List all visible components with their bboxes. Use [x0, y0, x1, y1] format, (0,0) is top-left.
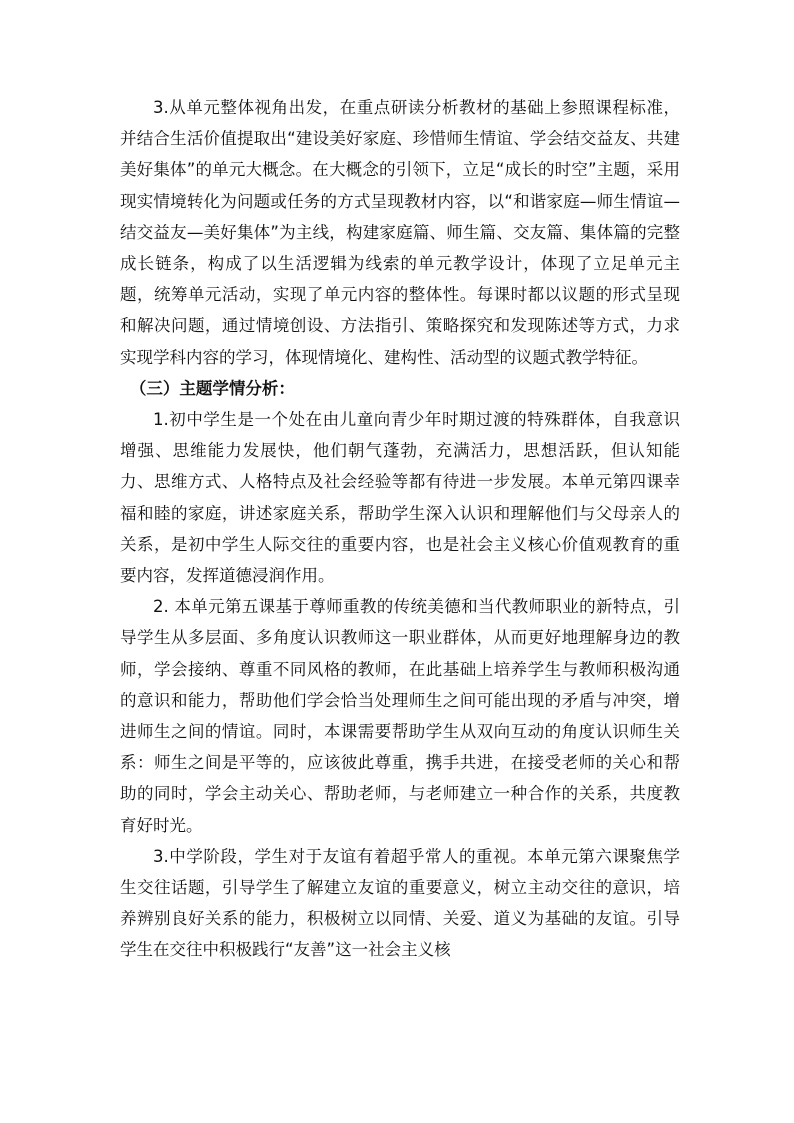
analysis-paragraph-3: 3.中学阶段，学生对于友谊有着超乎常人的重视。本单元第六课聚焦学生交往话题，引导学生了解建立友谊的重要意义，树立主动交往的意识，培养辨别良好关系的能力，积极树立以同情、关爱、道义为基础的友谊。引导学生在交往中积极践行“友善”这一社会主义核: [120, 846, 680, 960]
analysis-paragraph-2: 2. 本单元第五课基于尊师重教的传统美德和当代教师职业的新特点，引导学生从多层面、多角度认识教师这一职业群体，从而更好地理解身边的教师，学会接纳、尊重不同风格的教师，在此基础上培养学生与教师积极沟通的意识和能力，帮助他们学会恰当处理师生之间可能出现的矛盾与冲突，增进师生之间的情谊。同时，本课需要帮助学生从双向互动的角度认识师生关系：师生之间是平等的，应该彼此尊重，携手共进，在接受老师的关心和帮助的同时，学会主动关心、帮助老师，与老师建立一种合作的关系，共度教育好时光。: [120, 597, 680, 835]
unit-perspective-paragraph: 3.从单元整体视角出发，在重点研读分析教材的基础上参照课程标准，并结合生活价值提取出“建设美好家庭、珍惜师生情谊、学会结交益友、共建美好集体”的单元大概念。在大概念的引领下，立足“成长的时空”主题，采用现实情境转化为问题或任务的方式呈现教材内容，以“和谐家庭—师生情谊—结交益友—美好集体”为主线，构建家庭篇、师生篇、交友篇、集体篇的完整成长链条，构成了以生活逻辑为线索的单元教学设计，体现了立足单元主题，统筹单元活动，实现了单元内容的整体性。每课时都以议题的形式呈现和解决问题，通过情境创设、方法指引、策略探究和发现陈述等方式，力求实现学科内容的学习，体现情境化、建构性、活动型的议题式教学特征。: [120, 98, 680, 367]
document-body: [120, 92, 680, 966]
section-heading: （三）主题学情分析：: [129, 378, 295, 398]
analysis-paragraph-1: 1.初中学生是一个处在由儿童向青少年时期过渡的特殊群体，自我意识增强、思维能力发展快，他们朝气蓬勃，充满活力，思想活跃，但认知能力、思维方式、人格特点及社会经验等都有待进一步发展。本单元第四课幸福和睦的家庭，讲述家庭关系，帮助学生深入认识和理解他们与父母亲人的关系，是初中学生人际交往的重要内容，也是社会主义核心价值观教育的重要内容，发挥道德浸润作用。: [120, 410, 680, 586]
